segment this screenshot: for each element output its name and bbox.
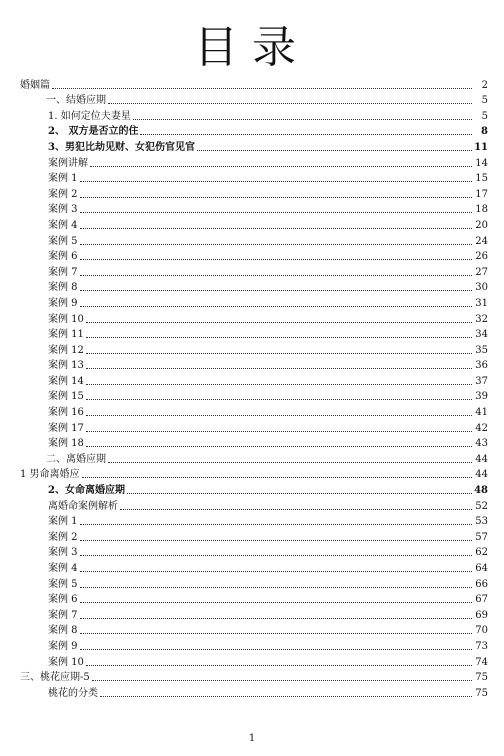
toc-entry-page: 37 — [475, 375, 488, 387]
dot-leader — [100, 695, 472, 697]
toc-entry[interactable] — [20, 575, 488, 591]
toc-entry[interactable] — [20, 92, 488, 108]
toc-entry[interactable] — [20, 513, 488, 529]
toc-entry[interactable] — [20, 76, 488, 92]
toc-entry[interactable] — [20, 310, 488, 326]
toc-entry[interactable] — [20, 232, 488, 248]
toc-entry-page: 73 — [475, 640, 488, 652]
toc-entry[interactable] — [20, 279, 488, 295]
toc-entry-label: 案例讲解 — [48, 157, 88, 169]
toc-entry-label: 案例 10 — [48, 656, 84, 668]
toc-entry[interactable] — [20, 216, 488, 232]
toc-entry-page: 75 — [475, 687, 488, 699]
toc-entry-label: 案例 15 — [48, 391, 84, 403]
toc-entry-page: 69 — [475, 609, 488, 621]
toc-entry[interactable] — [20, 544, 488, 560]
dot-leader — [90, 165, 472, 167]
toc-entry-label: 案例 9 — [48, 297, 78, 309]
toc-entry[interactable] — [20, 497, 488, 513]
toc-entry-page: 67 — [475, 594, 488, 606]
toc-entry-label: 三、桃花应期-5 — [20, 672, 90, 684]
toc-entry-label: 案例 8 — [48, 625, 78, 637]
toc-entry-label: 案例 2 — [48, 531, 78, 543]
toc-entry-page: 53 — [475, 516, 488, 528]
page-title: 目录 — [194, 22, 310, 73]
dot-leader — [80, 180, 472, 182]
toc-entry[interactable] — [20, 107, 488, 123]
toc-entry[interactable] — [20, 637, 488, 653]
dot-leader — [86, 664, 472, 666]
toc-entry-label: 2、 双方是否立的住 — [48, 126, 139, 138]
toc-entry-label: 案例 5 — [48, 578, 78, 590]
toc-entry-page: 5 — [481, 110, 488, 122]
toc-entry-page: 11 — [474, 141, 488, 153]
toc-entry-page: 74 — [475, 656, 488, 668]
toc-entry-label: 案例 12 — [48, 344, 84, 356]
toc-entry-label: 案例 8 — [48, 282, 78, 294]
toc-entry-label: 案例 3 — [48, 547, 78, 559]
dot-leader — [80, 274, 472, 276]
toc-entry-label: 1. 如何定位夫妻星 — [48, 110, 131, 122]
dot-leader — [80, 227, 472, 229]
dot-leader — [80, 601, 472, 603]
toc-entry-page: 66 — [475, 578, 488, 590]
dot-leader — [80, 211, 472, 213]
toc-entry-page: 14 — [475, 157, 488, 169]
dot-leader — [86, 445, 472, 447]
toc-entry-label: 桃花的分类 — [48, 687, 98, 699]
toc-entry[interactable] — [20, 138, 488, 154]
dot-leader — [80, 554, 472, 556]
toc-entry-page: 41 — [475, 407, 488, 419]
dot-leader — [80, 570, 472, 572]
dot-leader — [86, 352, 472, 354]
dot-leader — [120, 508, 472, 510]
dot-leader — [86, 430, 472, 432]
dot-leader — [140, 133, 472, 135]
toc-entry[interactable] — [20, 591, 488, 607]
toc-entry[interactable] — [20, 372, 488, 388]
toc-entry-page: 18 — [475, 204, 488, 216]
toc-entry-label: 二、离婚应期 — [46, 453, 106, 465]
dot-leader — [80, 523, 472, 525]
toc-entry[interactable] — [20, 466, 488, 482]
toc-entry[interactable] — [20, 450, 488, 466]
toc-entry-page: 36 — [475, 360, 488, 372]
toc-entry-page: 5 — [481, 95, 488, 107]
toc-entry-page: 20 — [475, 219, 488, 231]
toc-entry-page: 35 — [475, 344, 488, 356]
toc-entry-page: 34 — [475, 329, 488, 341]
toc-entry[interactable] — [20, 388, 488, 404]
toc-entry-page: 52 — [475, 500, 488, 512]
toc-entry[interactable] — [20, 123, 488, 139]
dot-leader — [108, 461, 472, 463]
toc-entry-page: 43 — [475, 438, 488, 450]
toc-entry[interactable] — [20, 403, 488, 419]
dot-leader — [80, 243, 472, 245]
dot-leader — [80, 289, 472, 291]
toc-entry[interactable] — [20, 326, 488, 342]
toc-entry[interactable] — [20, 481, 488, 497]
dot-leader — [86, 398, 472, 400]
dot-leader — [86, 321, 472, 323]
dot-leader — [80, 632, 472, 634]
toc-entry-label: 案例 1 — [48, 173, 78, 185]
toc-entry[interactable] — [20, 684, 488, 700]
toc-entry-page: 42 — [475, 422, 488, 434]
toc-entry-label: 婚姻篇 — [20, 79, 50, 91]
toc-entry-label: 3、男犯比劫见财、女犯伤官见官 — [48, 141, 195, 153]
toc-entry-label: 案例 3 — [48, 204, 78, 216]
toc-entry-label: 案例 6 — [48, 251, 78, 263]
toc-entry-label: 1 男命离婚应 — [20, 469, 80, 481]
dot-leader — [80, 586, 472, 588]
toc-entry-page: 24 — [475, 235, 488, 247]
toc-entry-label: 2、女命离婚应期 — [48, 485, 125, 497]
toc-entry-label: 案例 13 — [48, 360, 84, 372]
toc-entry-page: 26 — [475, 251, 488, 263]
toc-entry[interactable] — [20, 653, 488, 669]
toc-entry[interactable] — [20, 669, 488, 685]
toc-entry-page: 57 — [475, 531, 488, 543]
dot-leader — [80, 648, 472, 650]
toc-entry[interactable] — [20, 559, 488, 575]
table-of-contents — [20, 76, 488, 700]
toc-entry-label: 案例 4 — [48, 219, 78, 231]
toc-entry-label: 案例 11 — [48, 329, 84, 341]
toc-entry-page: 30 — [475, 282, 488, 294]
toc-entry-label: 案例 18 — [48, 438, 84, 450]
toc-entry[interactable] — [20, 528, 488, 544]
toc-entry[interactable] — [20, 294, 488, 310]
toc-entry-label: 案例 14 — [48, 375, 84, 387]
toc-entry-page: 15 — [475, 173, 488, 185]
toc-entry[interactable] — [20, 248, 488, 264]
toc-entry-page: 48 — [474, 485, 488, 497]
toc-entry-label: 案例 2 — [48, 188, 78, 200]
toc-entry[interactable] — [20, 154, 488, 170]
dot-leader — [86, 336, 472, 338]
toc-entry-label: 案例 6 — [48, 594, 78, 606]
toc-entry-page: 44 — [475, 469, 488, 481]
toc-entry-page: 31 — [475, 297, 488, 309]
toc-entry[interactable] — [20, 419, 488, 435]
toc-entry-label: 案例 17 — [48, 422, 84, 434]
toc-entry-page: 44 — [475, 453, 488, 465]
toc-entry[interactable] — [20, 341, 488, 357]
dot-leader — [133, 118, 472, 120]
toc-entry[interactable] — [20, 170, 488, 186]
page-number: 1 — [248, 733, 256, 744]
toc-entry-label: 案例 7 — [48, 609, 78, 621]
toc-entry-page: 64 — [475, 563, 488, 574]
dot-leader — [86, 414, 472, 416]
toc-entry-label: 离婚命案例解析 — [48, 500, 118, 512]
toc-entry-page: 2 — [481, 79, 488, 91]
dot-leader — [80, 305, 472, 307]
toc-entry-label: 案例 16 — [48, 407, 84, 419]
toc-entry-page: 32 — [475, 313, 488, 325]
toc-entry-label: 一、结婚应期 — [46, 95, 106, 107]
toc-entry-label: 案例 5 — [48, 235, 78, 247]
toc-entry-label: 案例 1 — [48, 516, 78, 528]
toc-entry-page: 70 — [475, 625, 488, 637]
toc-entry-page: 39 — [475, 391, 488, 403]
toc-entry[interactable] — [20, 622, 488, 638]
dot-leader — [92, 679, 472, 681]
toc-entry[interactable] — [20, 606, 488, 622]
toc-entry[interactable] — [20, 201, 488, 217]
toc-entry-page: 75 — [475, 672, 488, 684]
toc-entry-label: 案例 10 — [48, 313, 84, 325]
toc-entry-page: 27 — [475, 266, 488, 278]
toc-entry-page: 17 — [475, 188, 488, 200]
dot-leader — [127, 492, 472, 494]
dot-leader — [82, 476, 472, 478]
dot-leader — [86, 367, 472, 369]
dot-leader — [108, 102, 472, 104]
toc-entry-label: 案例 4 — [48, 563, 78, 574]
toc-entry[interactable] — [20, 357, 488, 373]
toc-entry-page: 8 — [481, 126, 488, 138]
dot-leader — [80, 617, 472, 619]
dot-leader — [80, 258, 472, 260]
dot-leader — [80, 539, 472, 541]
toc-entry[interactable] — [20, 263, 488, 279]
toc-entry-page: 62 — [475, 547, 488, 559]
dot-leader — [80, 196, 472, 198]
toc-entry[interactable] — [20, 185, 488, 201]
dot-leader — [197, 149, 472, 151]
toc-entry-label: 案例 7 — [48, 266, 78, 278]
toc-entry[interactable] — [20, 435, 488, 451]
dot-leader — [52, 87, 472, 89]
toc-entry-label: 案例 9 — [48, 640, 78, 652]
dot-leader — [86, 383, 472, 385]
